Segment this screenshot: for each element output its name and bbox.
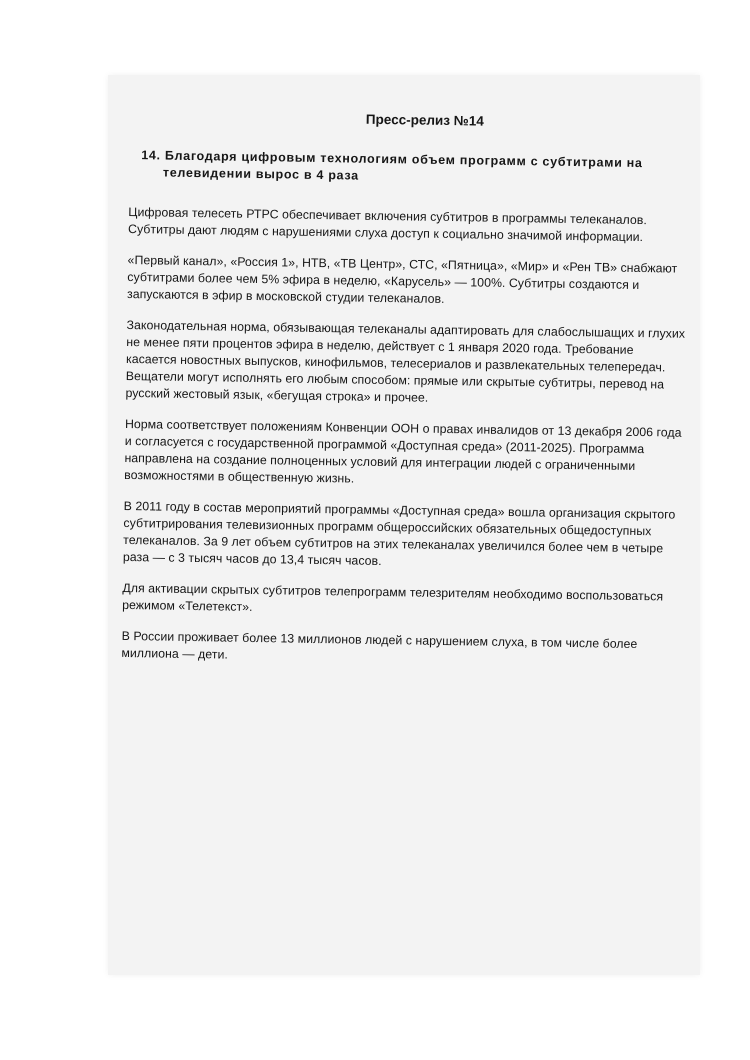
paragraph: Цифровая телесеть РТРС обеспечивает включения субтитров в программы телеканалов. Субтитры дают людям с нарушениями слуха доступ к социально значимой информации. <box>127 204 647 245</box>
paragraph: В России проживает более 13 миллионов людей с нарушением слуха, в том числе более миллиона — дети. <box>121 628 638 662</box>
paragraph: «Первый канал», «Россия 1», НТВ, «ТВ Центр», СТС, «Пятница», «Мир» и «Рен ТВ» снабжают субтитрами более чем 5% эфира в неделю, «Карусель» — 100%. Субтитры создаются и запускаются в эфир в московской студии телеканалов. <box>126 252 678 306</box>
paragraph: Законодательная норма, обязывающая телеканалы адаптировать для слабослышащих и глухих не менее пяти процентов эфира в неделю, действует с 1 января 2020 года. Требование касается новостных выпусков, кинофильмов, телесериалов и развлекательных телепередач. Вещатели могут исполнять его любым способом: прямые или скрытые субтитры, перевод на русский жестовый язык, «бегущая строка» и прочее. <box>125 317 686 405</box>
headline-line-1: 14. Благодаря цифровым технологиям объем программ с субтитрами на <box>141 148 643 171</box>
document-title: Пресс-релиз №14 <box>365 111 484 129</box>
headline-line-2: телевидении вырос в 4 раза <box>162 165 359 183</box>
document-body <box>121 108 690 685</box>
paragraph: В 2011 году в состав мероприятий программы «Доступная среда» вошла организация скрытого субтитрирования телевизионных программ общероссийских обязательных общедоступных телеканалов. За 9 лет объем субтитров на этих телеканалах увеличился более чем в четыре раза — с 3 тысяч часов до 13,4 тысяч часов. <box>122 498 676 569</box>
headline <box>129 147 689 190</box>
paragraph: Для активации скрытых субтитров телепрограмм телезрителям необходимо воспользоваться режимом «Телетекст». <box>122 580 664 614</box>
paragraph: Норма соответствует положениям Конвенции ООН о правах инвалидов от 13 декабря 2006 года и согласуется с государственной программой «Доступная среда» (2011-2025). Программа направлена на создание полноценных условий для интеграции людей с ограниченными возможностями в общественную жизнь. <box>124 416 682 486</box>
